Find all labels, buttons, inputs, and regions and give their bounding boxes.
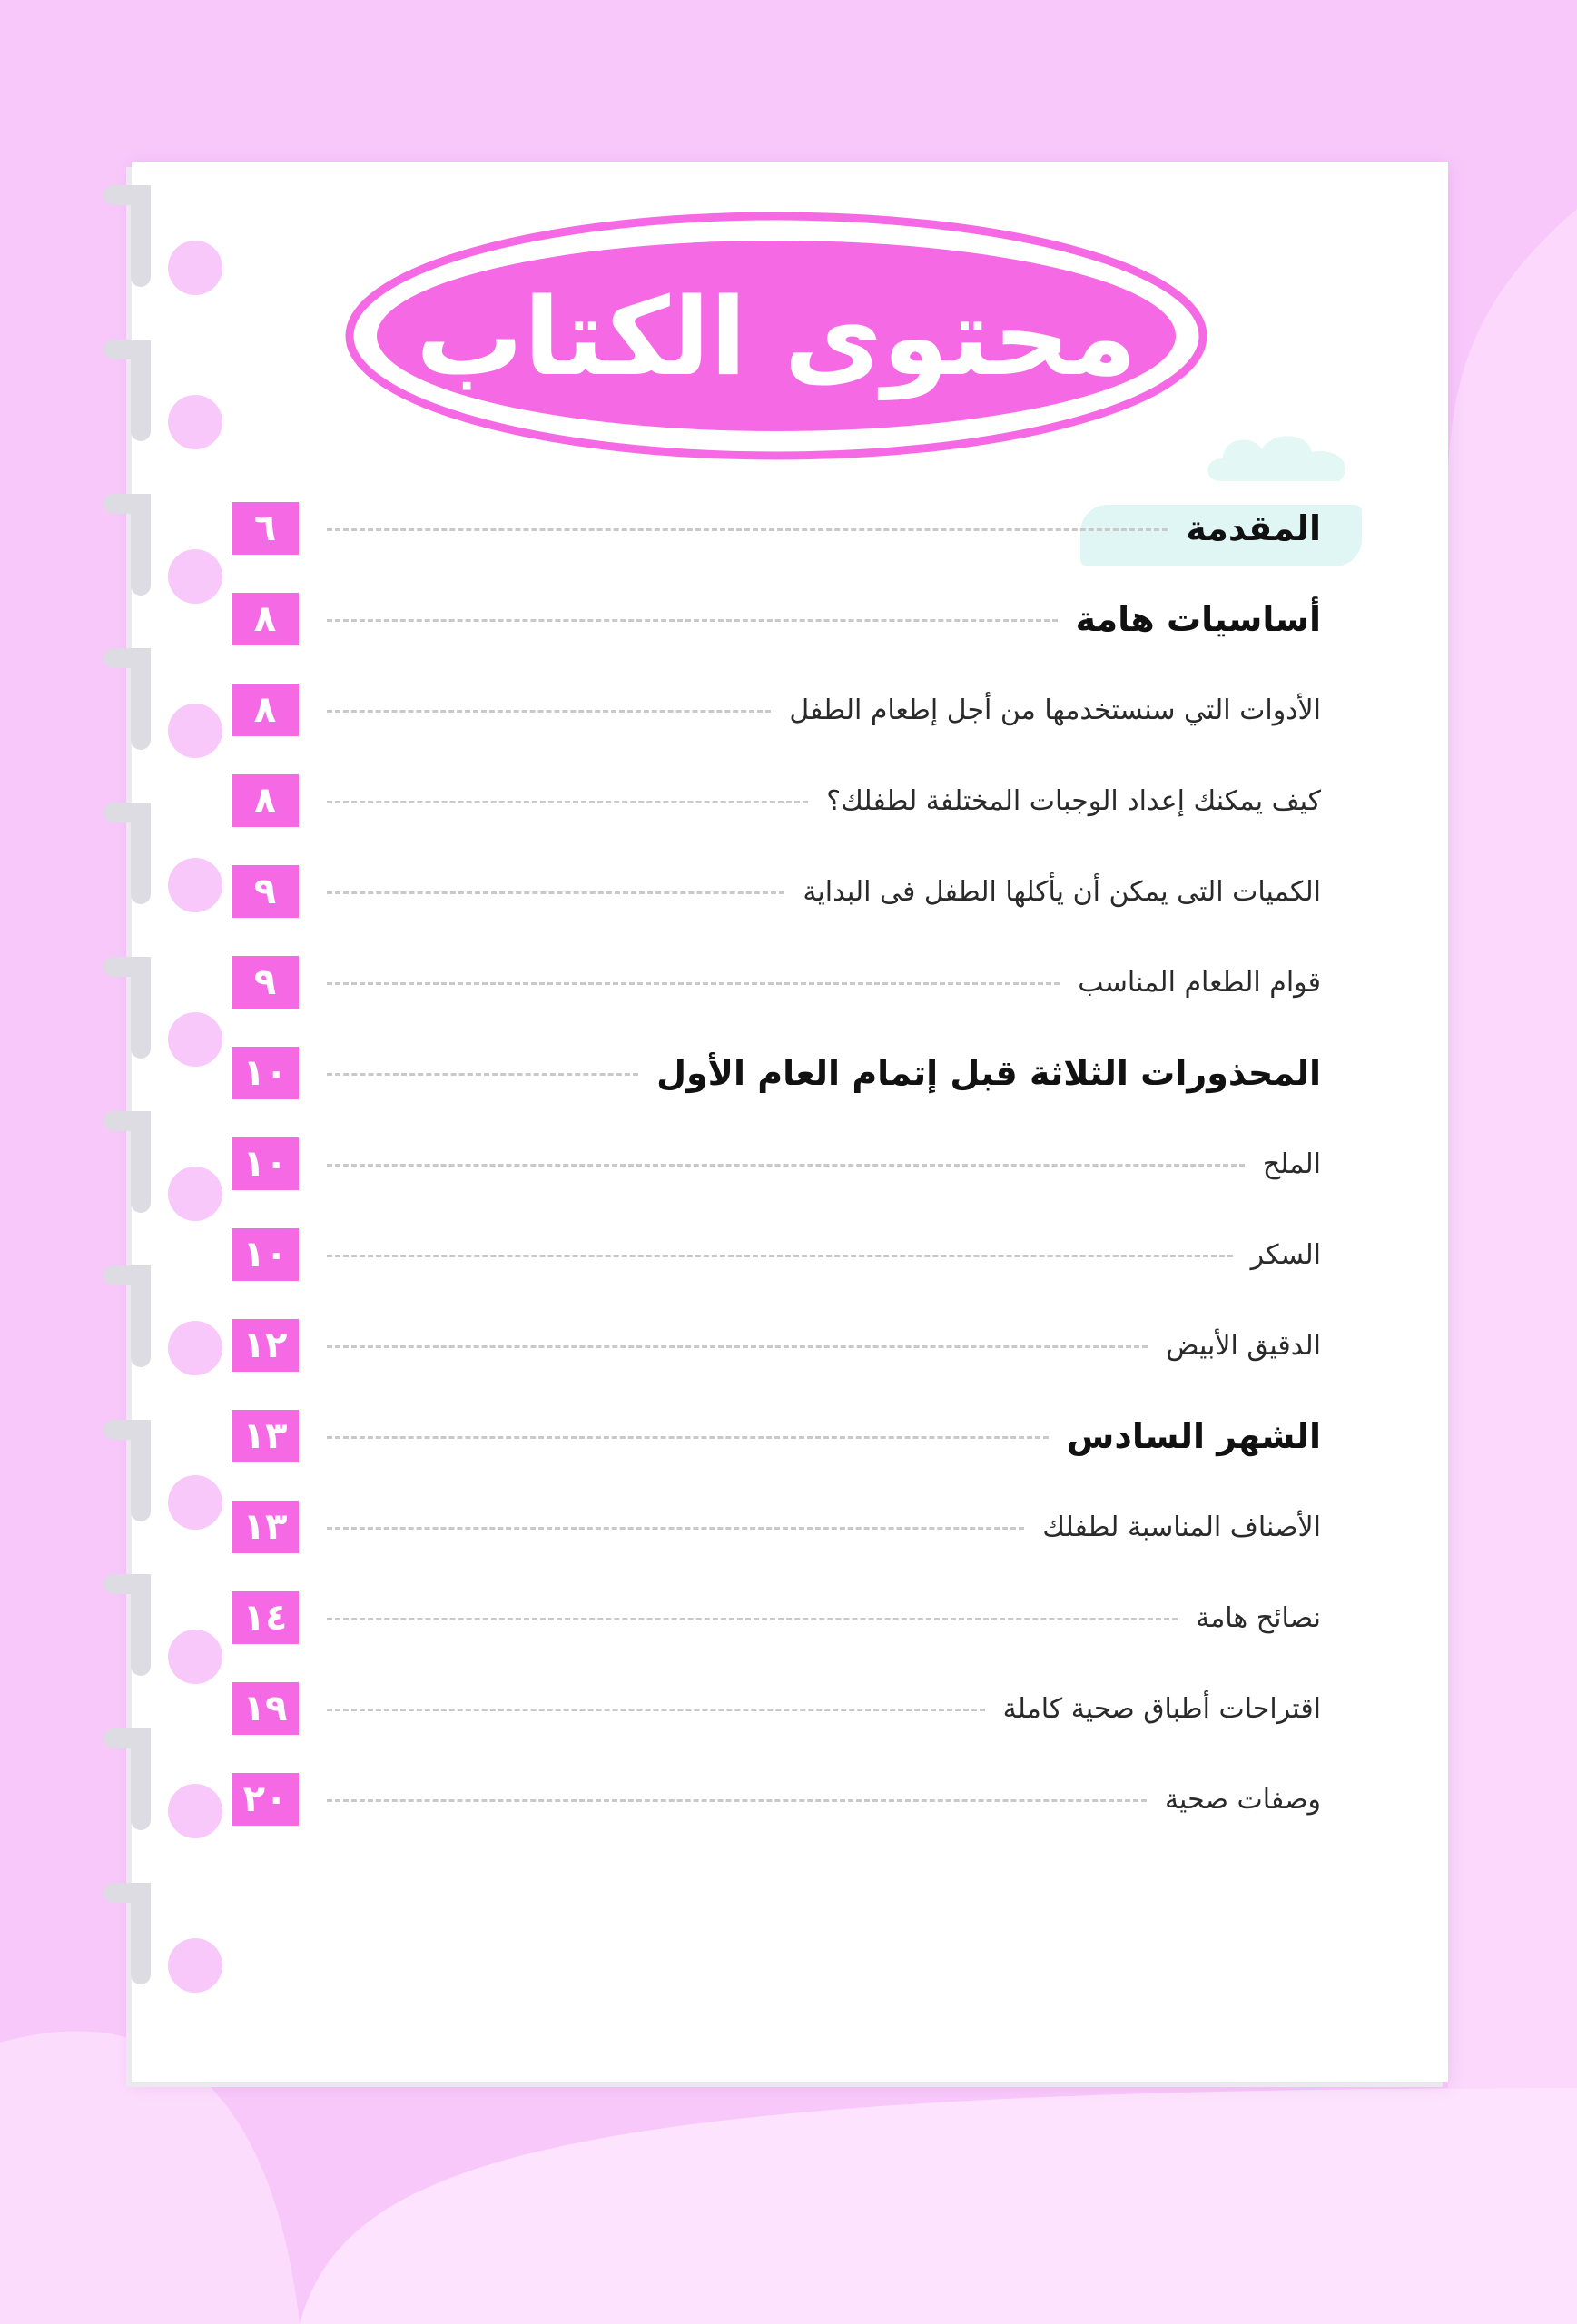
toc-entry-title: اقتراحات أطباق صحية كاملة (1002, 1692, 1321, 1725)
dotted-leader (327, 1164, 1245, 1167)
dotted-leader (327, 801, 808, 803)
toc-entry-title: كيف يمكنك إعداد الوجبات المختلفة لطفلك؟ (826, 784, 1321, 817)
ring-wire (113, 1893, 141, 1974)
page-number-badge: ١٣ (232, 1410, 299, 1462)
page-number-badge: ١٩ (232, 1682, 299, 1735)
toc-entry-title: الأدوات التي سنستخدمها من أجل إطعام الطفل (789, 694, 1321, 726)
toc-entry[interactable] (232, 1047, 1321, 1110)
page-number-badge: ٨ (232, 593, 299, 645)
ring-wire (113, 1121, 141, 1203)
ring-hole (168, 704, 222, 758)
page-number-badge: ٩ (232, 865, 299, 918)
ring-wire (113, 1275, 141, 1357)
toc-entry[interactable] (232, 956, 1321, 1019)
toc-entry-title: الملح (1262, 1147, 1321, 1180)
dotted-leader (327, 982, 1060, 985)
cloud-decoration (1203, 427, 1357, 490)
ring-wire (113, 350, 141, 431)
toc-entry-title: الشهر السادس (1066, 1416, 1321, 1456)
page-title: محتوى الكتاب (416, 273, 1137, 399)
toc-entry-title: قوام الطعام المناسب (1078, 966, 1321, 999)
ring-hole (168, 1938, 222, 1993)
page-number-badge: ١٣ (232, 1501, 299, 1553)
page-number-badge: ١٠ (232, 1228, 299, 1281)
ring-hole (168, 1630, 222, 1684)
ring-wire (113, 1430, 141, 1512)
ring-hole (168, 241, 222, 295)
page-number-badge: ٨ (232, 774, 299, 827)
toc-entry-title: المقدمة (1186, 508, 1321, 548)
ring-wire (113, 504, 141, 586)
dotted-leader (327, 1799, 1147, 1802)
ring-wire (113, 967, 141, 1049)
toc-entry-title: السكر (1250, 1238, 1321, 1271)
ring-wire (113, 812, 141, 894)
dotted-leader (327, 1709, 985, 1711)
page-number-badge: ٩ (232, 956, 299, 1009)
toc-entry-title: المحذورات الثلاثة قبل إتمام العام الأول (656, 1053, 1321, 1093)
ring-hole (168, 1784, 222, 1838)
toc-entry-title: الأصناف المناسبة لطفلك (1042, 1511, 1321, 1543)
dotted-leader (327, 1255, 1233, 1257)
toc-entry[interactable] (232, 1137, 1321, 1201)
toc-entry[interactable] (232, 1591, 1321, 1655)
ring-hole (168, 1012, 222, 1067)
ring-hole (168, 858, 222, 912)
dotted-leader (327, 1436, 1049, 1439)
dotted-leader (327, 1073, 638, 1076)
dotted-leader (327, 1345, 1148, 1348)
ring-hole (168, 1321, 222, 1375)
title-banner (336, 207, 1217, 466)
ring-hole (168, 1167, 222, 1221)
toc-entry[interactable] (232, 1410, 1321, 1473)
ring-wire (113, 195, 141, 277)
ring-wire (113, 1584, 141, 1666)
toc-entry-title: وصفات صحية (1164, 1783, 1321, 1816)
toc-entry[interactable] (232, 1319, 1321, 1383)
toc-entry-title: الدقيق الأبيض (1166, 1329, 1321, 1362)
dotted-leader (327, 891, 784, 894)
page-number-badge: ٢٠ (232, 1773, 299, 1826)
dotted-leader (327, 710, 771, 713)
dotted-leader (327, 1618, 1178, 1620)
ring-hole (168, 395, 222, 449)
toc-entry[interactable] (232, 684, 1321, 747)
page-number-badge: ١٠ (232, 1137, 299, 1190)
page-number-badge: ٨ (232, 684, 299, 736)
page-number-badge: ١٢ (232, 1319, 299, 1372)
toc-entry[interactable] (232, 1682, 1321, 1746)
toc-entry[interactable] (232, 1773, 1321, 1837)
dotted-leader (327, 528, 1168, 531)
toc-entry[interactable] (232, 1228, 1321, 1292)
ring-hole (168, 549, 222, 604)
ring-hole (168, 1475, 222, 1530)
toc-entry[interactable] (232, 1501, 1321, 1564)
toc-entry-title: الكميات التى يمكن أن يأكلها الطفل فى البداية (803, 875, 1321, 908)
toc-entry[interactable] (232, 774, 1321, 838)
toc-entry[interactable] (232, 502, 1321, 566)
ring-wire (113, 1738, 141, 1820)
toc-entry[interactable] (232, 593, 1321, 656)
dotted-leader (327, 619, 1058, 622)
toc-entry-title: نصائح هامة (1196, 1601, 1321, 1634)
dotted-leader (327, 1527, 1024, 1530)
page-number-badge: ١٠ (232, 1047, 299, 1099)
page-number-badge: ١٤ (232, 1591, 299, 1644)
toc-entry-title: أساسيات هامة (1075, 599, 1321, 639)
ring-wire (113, 658, 141, 740)
toc-entry[interactable] (232, 865, 1321, 929)
page-number-badge: ٦ (232, 502, 299, 555)
